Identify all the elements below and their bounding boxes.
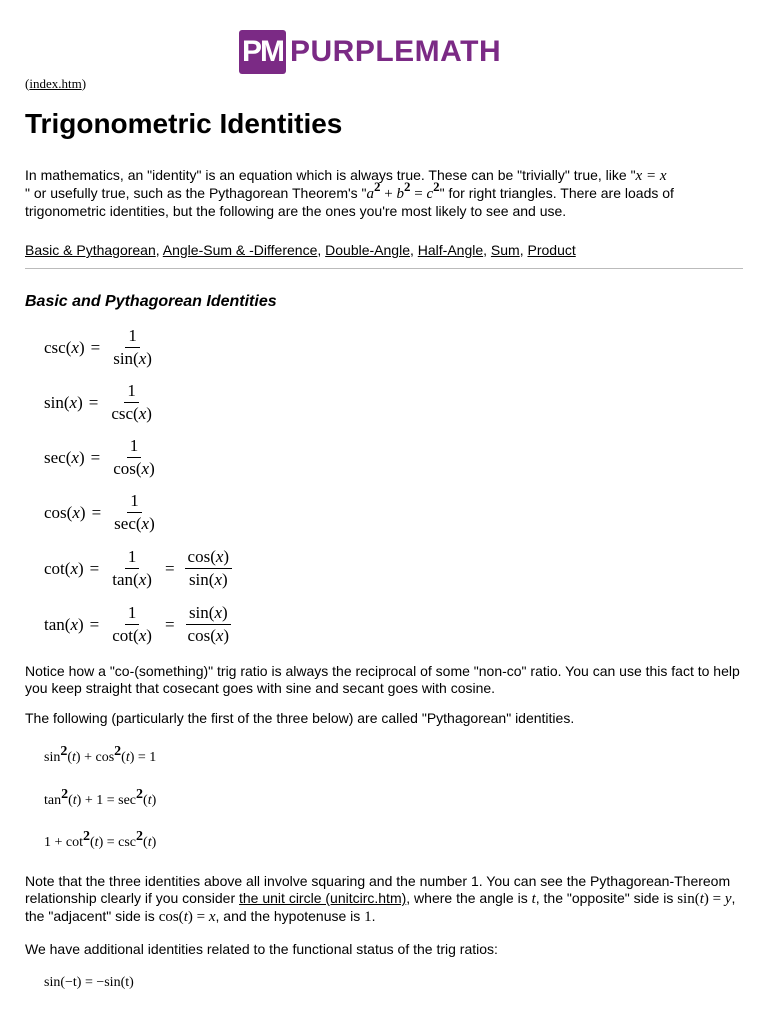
math-b: b [396,186,404,202]
eq-lhs-func: csc [44,337,66,357]
math-a: a [366,186,375,202]
fraction-denominator: sin(x) [113,349,152,368]
nav-link-half-angle[interactable]: Half-Angle [417,242,484,258]
fraction-numerator: 1 [125,603,140,625]
fraction-denominator: sec(x) [114,514,155,533]
identity-sec: sec ( x ) = $\frac{1}{\cos(x)}$ [44,436,162,479]
fraction [109,603,155,646]
eq-lhs-func: tan [44,614,65,634]
pythagorean-identity-3: $1 + \cot^2(t) = \csc^2(t)$ [44,829,157,850]
purplemath-logo[interactable] [239,30,501,74]
page-title: Trigonometric Identities [25,108,343,139]
fraction-denominator: sin(x) [188,570,228,589]
nav-link-angle-sum[interactable]: Angle-Sum & -Difference [162,242,318,258]
eq-lhs-func: cot [44,558,65,578]
divider [25,268,743,269]
fraction-numerator: sin(x) [186,603,231,625]
eq-lhs-func: sec [44,447,66,467]
fraction [111,491,158,534]
nav-link-sum[interactable]: Sum [490,242,520,258]
intro-text-2: " or usefully true, such as the Pythagorean Theorem's " [25,185,367,201]
intro-text-1: In mathematics, an "identity" is an equation which is always true. These can be "trivially" true, like " [25,167,636,183]
identity-csc: csc ( x ) = $\frac{1}{\sin(x)}$ [44,326,159,369]
intro-math-pythagoras: $a^2 + b^2 = c^2$ [366,179,440,202]
fraction-denominator: cos(x) [113,459,155,478]
fraction-numerator: 1 [127,436,142,458]
math-t: t [531,891,536,907]
fraction-denominator: cot(x) [112,626,152,645]
math-c: c [426,186,434,202]
note-text-3: , the "opposite" side is [535,890,678,906]
fraction [108,381,155,424]
unit-circle-link[interactable]: the unit circle (unitcirc.htm) [239,890,407,906]
section-heading: Basic and Pythagorean Identities [25,293,277,310]
fraction-numerator: cos(x) [185,547,233,569]
logo-text: PURPLEMATH [290,35,502,68]
fraction-numerator: 1 [125,326,140,348]
section-nav: Basic & Pythagorean, Angle-Sum & -Difference, Double-Angle, Half-Angle, Sum, Product [25,242,576,258]
identity-tan: tan ( x ) = $\frac{1}{\cot(x)}$ = $\frac{\sin(x)}{\cos(x)}$ [44,603,236,646]
eq-lhs-func: cos [44,502,67,522]
note-text-4: , the "adjacent" side is [25,890,736,924]
eq-lhs-func: sin [44,392,64,412]
fraction-numerator: 1 [127,491,142,513]
identity-cos: cos ( x ) = $\frac{1}{\sec(x)}$ [44,491,162,534]
index-link-wrapper: (index.htm) [25,76,87,91]
pythagorean-identity-2: $\tan^2(t) + 1 = \sec^2(t)$ [44,787,157,808]
intro-paragraph [25,167,745,220]
fraction-numerator: 1 [124,381,139,403]
pythagorean-intro: The following (particularly the first of the three below) are called "Pythagorean" identities. [25,710,575,726]
fraction [110,326,155,369]
functional-identity: sin(−t) = −sin(t) [44,975,134,990]
identity-sin: sin ( x ) = $\frac{1}{\csc(x)}$ [44,381,159,424]
note-text-1: Note that the three identities above all involve squaring and the number 1. You can see the Pythagorean-Thereom relationship clearly if you consider [25,873,731,906]
fraction-denominator: csc(x) [111,404,152,423]
fraction-numerator: 1 [125,547,140,569]
note-text-5: , and the hypotenuse is [215,908,365,924]
fraction [185,603,233,646]
math-cos-t-x: cos(t) = x [158,909,216,925]
fraction [109,547,155,590]
logo-badge-icon: PM [239,30,286,74]
notice-paragraph: Notice how a "co-(something)" trig ratio is always the reciprocal of some "non-co" ratio. You can use this fact to help you keep straight that cosecant goes with sine and secant goes with cosine. [25,663,740,696]
fraction [110,436,158,479]
math-one: 1 [364,909,372,925]
intro-math-x: x = x [635,168,667,184]
identity-cot: cot ( x ) = $\frac{1}{\tan(x)}$ = $\frac{\cos(x)}{\sin(x)}$ [44,547,236,590]
fraction [185,547,233,590]
nav-link-double-angle[interactable]: Double-Angle [325,242,410,258]
pythagorean-identity-1: $\sin^2(t) + \cos^2(t) = 1$ [44,744,157,765]
fraction-denominator: tan(x) [112,570,152,589]
index-link[interactable]: index.htm [29,76,82,91]
fraction-denominator: cos(x) [187,626,230,645]
math-sin-t-y: sin(t) = y [677,891,732,907]
intro-text-3: " for right triangles. There are loads of trigonometric identities, but the following are the ones you're most likely to see and use. [25,185,674,219]
nav-link-basic[interactable]: Basic & Pythagorean [25,242,156,258]
note-text-2: , where the angle is [406,890,532,906]
functional-intro: We have additional identities related to the functional status of the trig ratios: [25,941,498,957]
note-paragraph: Note that the three identities above all involve squaring and the number 1. You can see the Pythagorean-Thereom relationship clearly if you consider the unit circle (unitcirc.htm), where the angle is t, the "opposite" side is sin(t) = y, the "adjacent" side is cos(t) = x, and the hypotenuse is 1. [25,873,736,925]
nav-link-product[interactable]: Product [527,242,576,258]
